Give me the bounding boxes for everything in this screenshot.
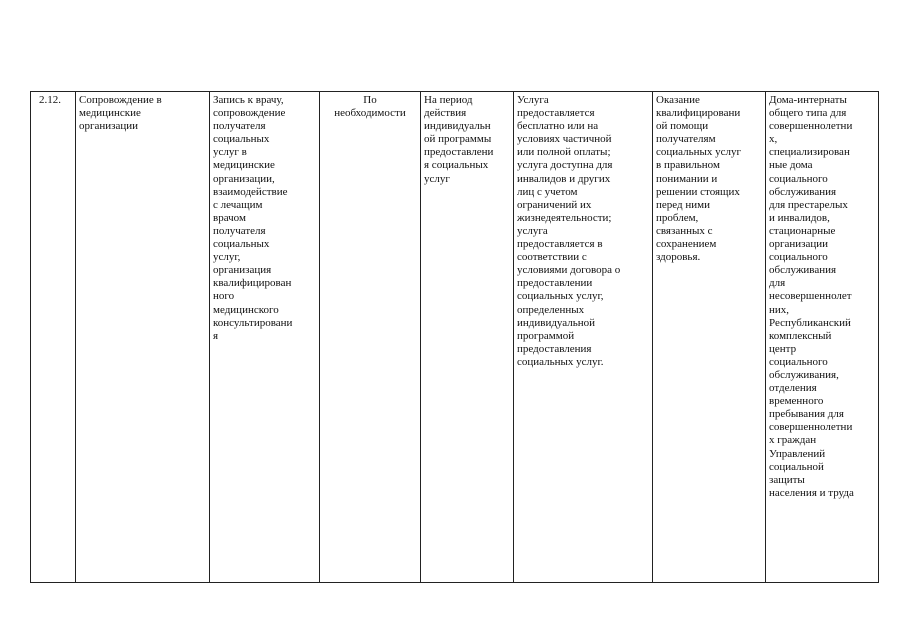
term-cell (421, 92, 514, 583)
row-number: 2.12. (39, 94, 61, 106)
service-conditions: Услуга предоставляется бесплатно или на условиях частичной или полной оплаты; услуга доступна для инвалидов и других лиц с учетом ограничений их жизнедеятельности; услуга предоставляется в соответствии с условиями договора о предоставлении социальных услуг, определенных индивидуальной программой предоставления социальных услуг. (517, 94, 621, 368)
frequency-cell (320, 92, 421, 583)
service-providers: Дома-интернаты общего типа для совершеннолетни х, специализирован ные дома социального обслуживания для престарелых и инвалидов, стационарные организации социального обслуживания для несовершеннолет них, Республиканский комплексный центр социального обслуживания, отделения временного пребывания для совершеннолетни х граждан Управлений социальной защиты населения и труда (769, 94, 854, 499)
services-table (30, 91, 879, 583)
service-frequency: По необходимости (334, 94, 406, 120)
providers-cell (766, 92, 879, 583)
result-cell (653, 92, 766, 583)
service-description-cell (210, 92, 320, 583)
service-term: На период действия индивидуальн ой программы предоставлени я социальных услуг (424, 94, 494, 185)
service-result: Оказание квалифицировани ой помощи получателям социальных услуг в правильном понимании и решении стоящих перед ними проблем, связанных с сохранением здоровья. (656, 94, 742, 264)
service-name-cell (76, 92, 210, 583)
conditions-cell (514, 92, 653, 583)
service-description: Запись к врачу, сопровождение получателя социальных услуг в медицинские организации, взаимодействие с лечащим врачом получателя социальных услуг, организация квалифицирован ного медицинского консультировани я (213, 94, 293, 342)
service-name: Сопровождение в медицинские организации (79, 94, 162, 133)
row-number-cell (31, 92, 76, 583)
table-row (31, 92, 879, 583)
